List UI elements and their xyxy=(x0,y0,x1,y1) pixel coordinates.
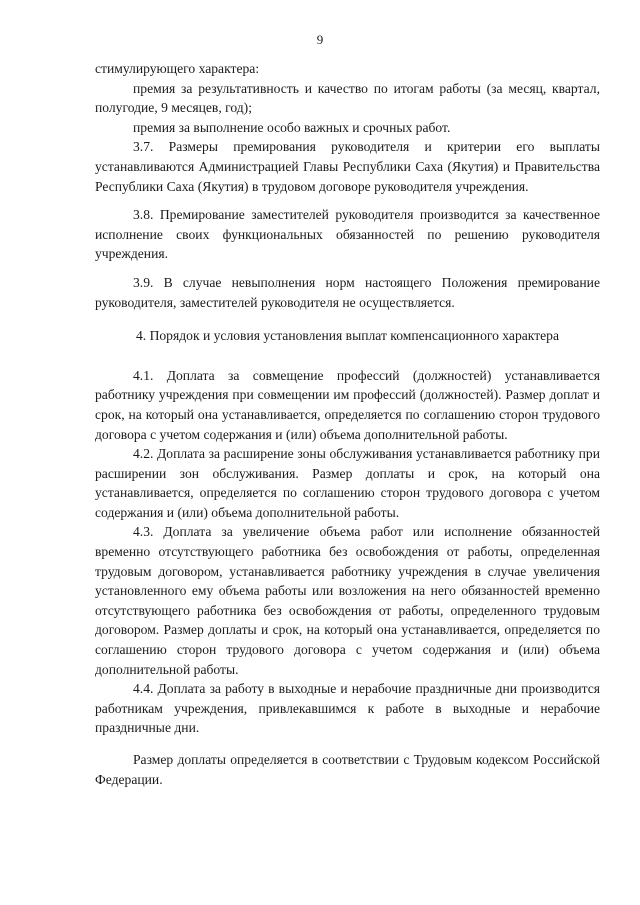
paragraph-3-7: 3.7. Размеры премирования руководителя и критерии его выплаты устанавливаются Администрацией Главы Республики Саха (Якутия) и Правительства Республики Саха (Якутия) в трудовом договоре руководителя учреждения. xyxy=(95,139,600,194)
paragraph-bonus-urgent: премия за выполнение особо важных и срочных работ. xyxy=(133,119,451,135)
paragraph-3-9: 3.9. В случае невыполнения норм настоящего Положения премирование руководителя, заместителей руководителя не осуществляется. xyxy=(95,274,600,310)
paragraph-4-3: 4.3. Доплата за увеличение объема работ или исполнение обязанностей временно отсутствующего работника без освобождения от работы, определенная трудовым договором, устанавливается работнику учреждения в случае увеличения установленного ему объема работы или возложения на него обязанностей временно отсутствующего работника без освобождения от работы, определенного трудовым договором. Размер доплаты и срок, на который она устанавливается, определяется по соглашению сторон трудового договора с учетом содержания и (или) объема дополнительной работы. xyxy=(95,524,600,677)
paragraph-bonus-results: премия за результативность и качество по итогам работы (за месяц, квартал, полугодие, 9 месяцев, год); xyxy=(95,80,600,116)
document-body xyxy=(95,59,600,789)
page-number: 9 xyxy=(316,32,324,47)
paragraph-continuation: стимулирующего характера: xyxy=(95,61,260,76)
paragraph-4-2: 4.2. Доплата за расширение зоны обслуживания устанавливается работнику при расширении зон обслуживания. Размер доплаты и срок, на который она устанавливается, определяется по соглашению сторон трудового договора с учетом содержания и (или) объема дополнительной работы. xyxy=(95,446,600,520)
paragraph-payment-size: Размер доплаты определяется в соответствии с Трудовым кодексом Российской Федерации. xyxy=(95,752,600,787)
paragraph-4-1: 4.1. Доплата за совмещение профессий (должностей) устанавливается работнику учреждения при совмещении им профессий (должностей). Размер доплат и срок, на который она устанавливается, определяется по соглашению сторон трудового договора с учетом содержания и (или) объема дополнительной работы. xyxy=(95,367,600,442)
paragraph-3-8: 3.8. Премирование заместителей руководителя производится за качественное исполнение своих функциональных обязанностей по решению руководителя учреждения. xyxy=(95,207,600,262)
section-heading: 4. Порядок и условия установления выплат компенсационного характера xyxy=(135,328,560,344)
paragraph-4-4: 4.4. Доплата за работу в выходные и нерабочие праздничные дни производится работникам учреждения, привлекавшимся к работе в выходные и нерабочие праздничные дни. xyxy=(95,681,600,736)
